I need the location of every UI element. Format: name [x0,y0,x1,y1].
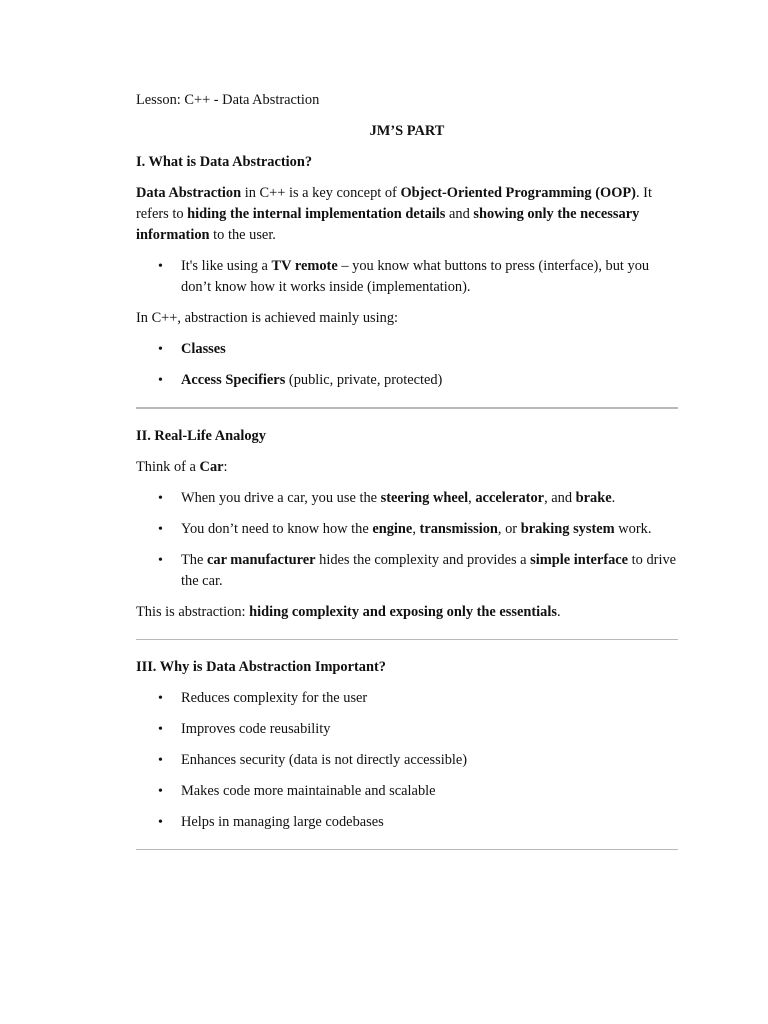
list-item: • Improves code reusability [136,719,678,740]
bullet-icon: • [158,553,163,568]
term-oop: Object-Oriented Programming (OOP) [400,185,636,201]
list-item: • Access Specifiers (public, private, protected) [136,370,678,391]
section-divider [136,849,678,850]
section-2-heading: II. Real-Life Analogy [136,428,266,444]
list-item: • Makes code more maintainable and scalable [136,781,678,802]
bullet-icon: • [158,753,163,768]
bullet-icon: • [158,722,163,737]
list-item: • Reduces complexity for the user [136,688,678,709]
list-item: • It's like using a TV remote – you know what buttons to press (interface), but you don’t know how it works inside (implementation). [158,258,650,295]
importance-list [136,688,678,833]
section-3-heading: III. Why is Data Abstraction Important? [136,659,386,675]
bullet-icon: • [158,491,163,506]
car-analogy-list [136,488,678,592]
lesson-title: Lesson: C++ - Data Abstraction [136,92,320,108]
mechanisms-list [136,339,678,391]
list-item: • The car manufacturer hides the complexity and provides a simple interface to drive the car. [158,552,677,589]
bullet-icon: • [158,784,163,799]
part-title: JM’S PART [369,123,445,139]
bullet-icon: • [158,259,163,274]
bullet-icon: • [158,815,163,830]
document-page [136,90,678,867]
section-divider [136,639,678,640]
list-item: • When you drive a car, you use the steering wheel, accelerator, and brake. [136,488,678,509]
list-item: • Classes [136,339,678,360]
section-2-summary: This is abstraction: hiding complexity and exposing only the essentials. [136,604,561,620]
bullet-icon: • [158,691,163,706]
bullet-icon: • [158,522,163,537]
list-item: • Helps in managing large codebases [136,812,678,833]
bullet-icon: • [158,373,163,388]
section-1-analogy-list [136,256,678,298]
section-1-heading: I. What is Data Abstraction? [136,154,313,170]
term-data-abstraction: Data Abstraction [136,185,242,201]
section-divider [136,407,678,409]
list-item: • Enhances security (data is not directly accessible) [136,750,678,771]
list-item: • You don’t need to know how the engine, transmission, or braking system work. [136,519,678,540]
section-2-lead: Think of a Car: [136,459,228,475]
bullet-icon: • [158,342,163,357]
mechanisms-lead: In C++, abstraction is achieved mainly using: [136,310,399,326]
section-1-intro: Data Abstraction in C++ is a key concept of Object-Oriented Programming (OOP). It refers to hiding the internal implementation details and showing only the necessary information to the user. [136,185,652,243]
